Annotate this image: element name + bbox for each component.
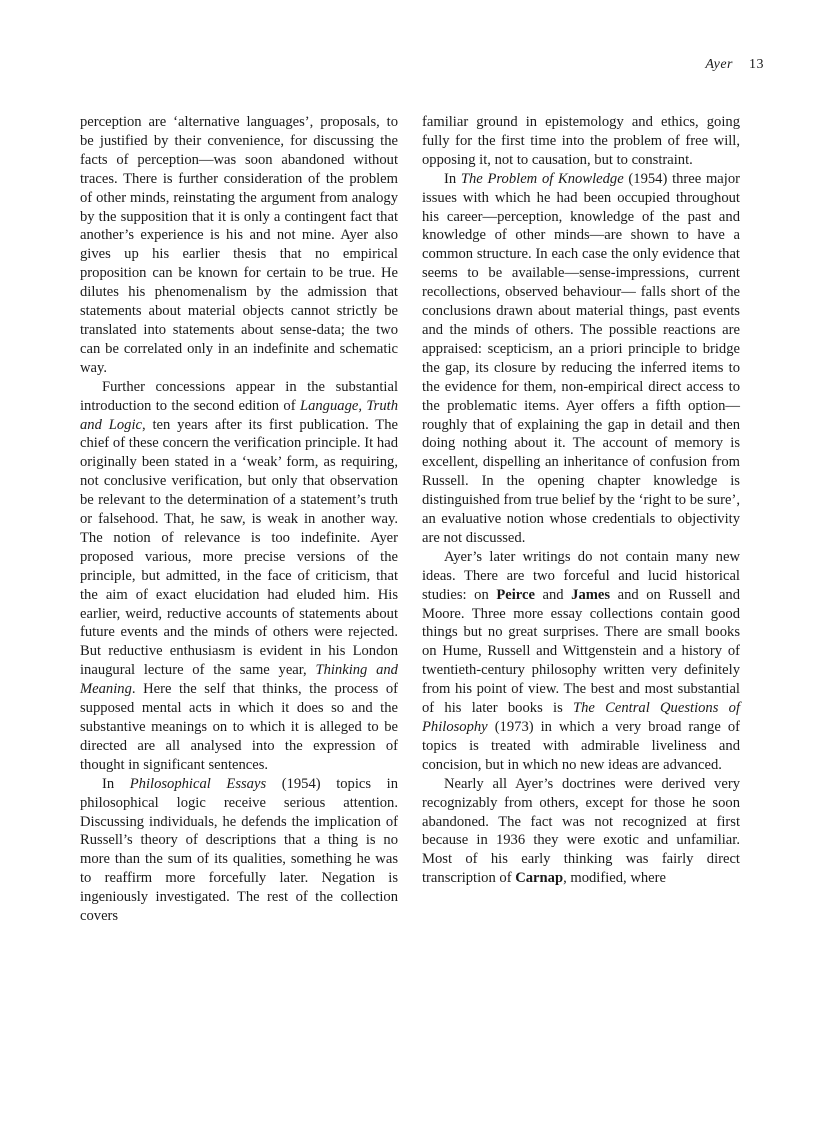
paragraph <box>422 113 740 170</box>
paragraph <box>422 170 740 548</box>
text-run: . Here the self that thinks, the process of supposed mental acts in which it does so and the substantive meanings on to which it is alleged to be directed are all analysed into the expression of thought in significant sentences. <box>80 681 398 773</box>
text-run: perception are ‘alternative languages’, proposals, to be justified by their convenience, for discussing the facts of perception—was soon abandoned without traces. There is further consideration of the problem of other minds, reinstating the argument from analogy by the supposition that it is only a contingent fact that another’s experience is his and not mine. Ayer also gives up his earlier thesis that no empirical proposition can be known for certain to be true. He dilutes his phenomenalism by the admission that statements about material objects cannot strictly be translated into statements about sense-data; the two can be correlated only in an indefinite and schematic way. <box>80 114 398 376</box>
text-run: (1954) three major issues with which he had been occupied throughout his career—perception, knowledge of the past and knowledge of other minds—are shown to have a common structure. In each case the only evidence that seems to be available—sense-impressions, current recollections, observed behaviour— falls short of the conclusions drawn about material things, past events and the minds of others. The possible reactions are appraised: scepticism, an a priori principle to bridge the gap, its closure by reducing the inferred items to the evidence for them, non-empirical direct access to the problematic items. Ayer offers a fifth option—roughly that of explaining the gap in detail and then doing nothing about it. The account of memory is excellent, dispelling an inheritance of confusion from Russell. In the opening chapter knowledge is distinguished from true belief by the ‘right to be sure’, an evaluative notion whose credentials to objectivity are not discussed. <box>422 170 740 546</box>
book-title: Philosophical Essays <box>129 775 267 792</box>
text-run: familiar ground in epistemology and ethics, going fully for the first time into the problem of free will, opposing it, not to causation, but to constraint. <box>422 114 740 168</box>
paragraph <box>80 378 398 775</box>
cross-reference: Peirce <box>496 586 535 603</box>
text-run: and on Russell and Moore. Three more essay collections contain good things but no great surprises. There are small books on Hume, Russell and Wittgenstein and a history of twentieth-century philosophy written very definitely from his point of view. The best and most substantial of his later books is <box>422 586 741 717</box>
paragraph <box>80 113 398 378</box>
cross-reference: James <box>571 586 611 603</box>
paragraph <box>80 775 398 926</box>
text-run: Nearly all Ayer’s doctrines were derived very recognizably from others, except for those he soon abandoned. The fact was not recognized at first because in 1936 they were exotic and unfamiliar. Most of his early thinking was fairly direct transcription of <box>422 775 740 887</box>
text-run: and <box>534 586 572 603</box>
text-run: , modified, where <box>563 870 666 887</box>
book-title: Language, Truth and Logic <box>80 397 399 433</box>
text-run: (1973) in which a very broad range of topics is treated with admirable liveliness and concision, but in which no new ideas are advanced. <box>422 719 740 773</box>
right-column <box>422 113 740 888</box>
book-title: The Central Questions of Philosophy <box>422 700 740 735</box>
paragraph <box>422 548 740 775</box>
cross-reference: Carnap <box>515 870 564 887</box>
text-run: In <box>102 775 130 792</box>
running-header <box>705 57 764 73</box>
book-title: The Problem of Knowledge <box>460 170 624 187</box>
text-run: , ten years after its first publication. The chief of these concern the verification principle. It had originally been stated in a ‘weak’ form, as requiring, not conclusive verification, but only that observation be relevant to the determination of a statement’s truth or falsehood. That, he saw, is weak in another way. The notion of relevance is too indefinite. Ayer proposed various, more precise versions of the principle, but admitted, in the face of criticism, that the aim of exact elucidation had eluded him. His earlier, weird, reductive accounts of statements about future events and the minds of others were rejected. But reductive enthusiasm is evident in his London inaugural lecture of the same year, <box>80 416 398 679</box>
paragraph <box>422 775 740 888</box>
text-run: In <box>444 170 461 187</box>
text-run: Ayer’s later writings do not contain many new ideas. There are two forceful and lucid historical studies: on <box>422 548 740 603</box>
text-run: (1954) topics in philosophical logic receive serious attention. Discussing individuals, he defends the implication of Russell’s theory of descriptions that a thing is no more than the sum of its qualities, something he was to reaffirm more forcefully later. Negation is ingeniously investigated. The rest of the collection covers <box>80 775 398 925</box>
running-head-title: Ayer <box>705 57 733 72</box>
text-run: Further concessions appear in the substantial introduction to the second edition of <box>80 378 398 414</box>
book-title: Thinking and Meaning <box>80 662 398 698</box>
left-column <box>80 113 398 926</box>
page-number: 13 <box>749 57 764 72</box>
